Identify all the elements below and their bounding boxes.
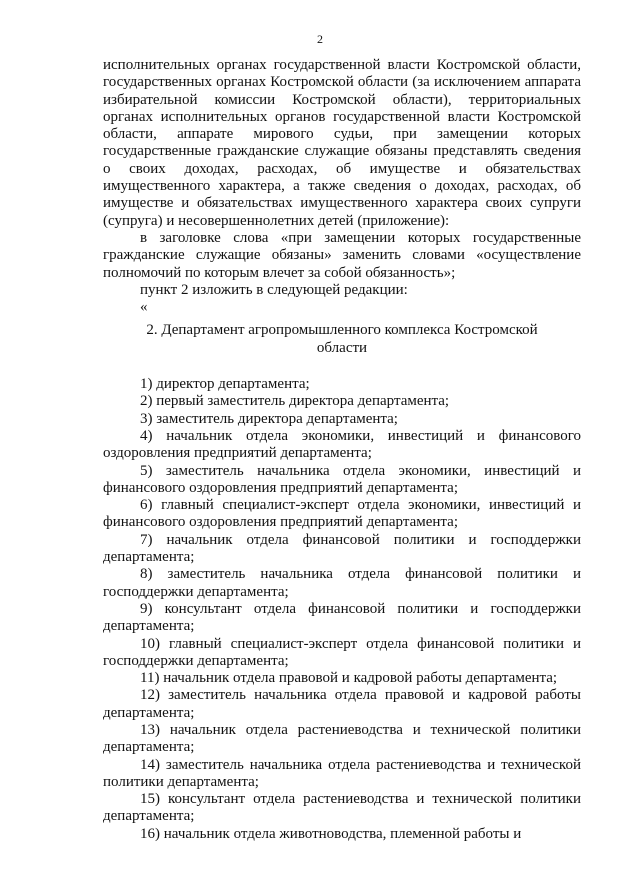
- list-item: 9) консультант отдела финансовой политики и господдержки департамента;: [103, 600, 581, 635]
- paragraph-item-2-amendment: пункт 2 изложить в следующей редакции:: [140, 281, 408, 298]
- list-item: 16) начальник отдела животноводства, племенной работы и: [140, 825, 522, 842]
- list-item: 13) начальник отдела растениеводства и технической политики департамента;: [103, 721, 581, 756]
- list-item: 1) директор департамента;: [140, 376, 310, 393]
- list-item: 10) главный специалист-эксперт отдела финансовой политики и господдержки департамента;: [103, 635, 581, 669]
- list-item: 3) заместитель директора департамента;: [140, 410, 398, 427]
- list-item: 5) заместитель начальника отдела экономики, инвестиций и финансового оздоровления предприятий департамента;: [103, 462, 581, 496]
- list-item: 7) начальник отдела финансовой политики и господдержки департамента;: [103, 531, 581, 566]
- page-number: 2: [317, 32, 323, 46]
- list-item: 4) начальник отдела экономики, инвестиций и финансового оздоровления предприятий департамента;: [103, 427, 581, 462]
- paragraph-title-amendment: в заголовке слова «при замещении которых государственные гражданские служащие обязаны» заменить словами «осуществление полномочий по которым влечет за собой обязанность»;: [103, 229, 581, 281]
- paragraph-continuation: исполнительных органах государственной власти Костромской области, государственных органах Костромской области (за исключением аппарата избирательной комиссии Костромской области), территориальных органах исполнительных органов государственной власти Костромской области, аппарате мирового судьи, при замещении которых государственные гражданские служащие обязаны представлять сведения о своих доходах, расходах, об имуществе и обязательствах имущественного характера, а также сведения о доходах, расходах, об имуществе и обязательствах имущественного характера своих супруги (супруга) и несовершеннолетних детей (приложение):: [103, 57, 581, 229]
- opening-quote-mark: «: [140, 299, 148, 316]
- list-item: 14) заместитель начальника отдела растениеводства и технической политики департамента;: [103, 756, 581, 790]
- list-item: 11) начальник отдела правовой и кадровой работы департамента;: [140, 670, 558, 687]
- document-body: [103, 57, 581, 843]
- list-item: 15) консультант отдела растениеводства и технической политики департамента;: [103, 791, 581, 825]
- section-heading: 2. Департамент агропромышленного комплекса Костромской области: [146, 322, 538, 356]
- list-item: 8) заместитель начальника отдела финансовой политики и господдержки департамента;: [103, 566, 581, 600]
- list-item: 2) первый заместитель директора департамента;: [140, 393, 450, 410]
- list-item: 12) заместитель начальника отдела правовой и кадровой работы департамента;: [103, 687, 581, 721]
- list-item: 6) главный специалист-эксперт отдела экономики, инвестиций и финансового оздоровления предприятий департамента;: [103, 497, 581, 531]
